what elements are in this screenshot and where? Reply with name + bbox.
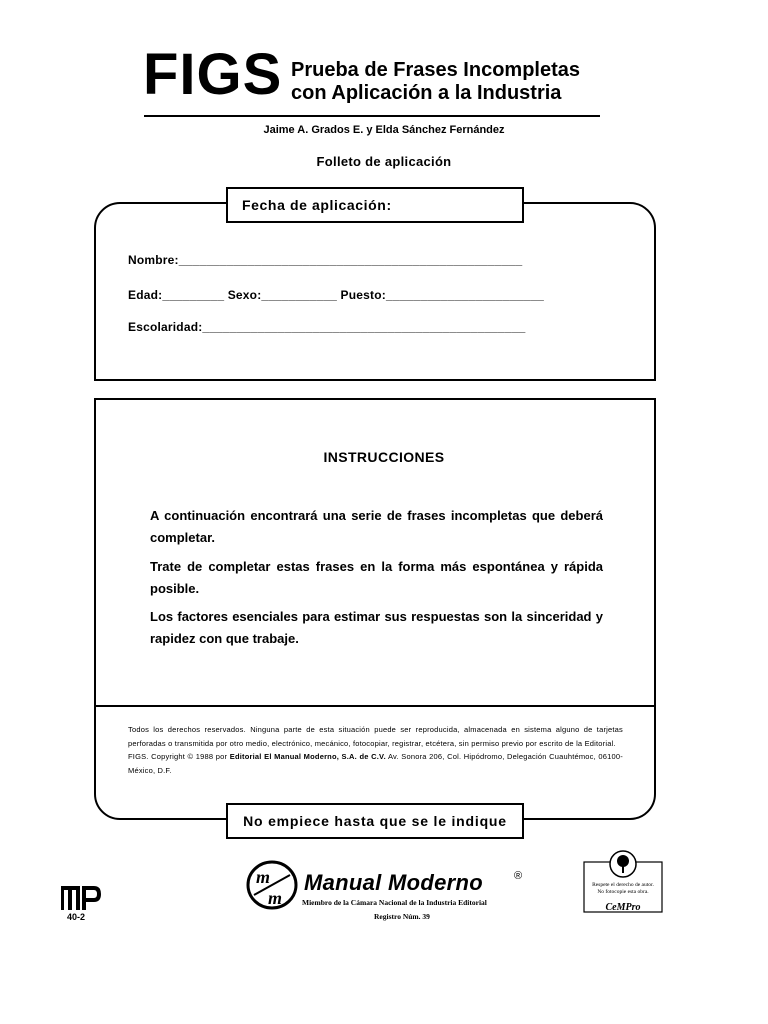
instructions-title: INSTRUCCIONES (323, 449, 445, 465)
cempro-brand: CeMPro (605, 902, 641, 913)
publisher-name: Manual Moderno (304, 870, 483, 895)
instruction-paragraph: Trate de completar estas frases en la forma más espontánea y rápida posible. (150, 559, 603, 596)
cempro-note-line1: Respete el derecho de autor. (592, 882, 654, 888)
start-notice-text: No empiece hasta que se le indique (243, 813, 507, 829)
application-date-field[interactable] (226, 187, 524, 223)
test-title (291, 59, 580, 105)
figs-logo: FIGS (143, 42, 283, 107)
manual-moderno-emblem-icon (246, 859, 298, 911)
age-sex-position-fields[interactable]: Edad:_________ Sexo:___________ Puesto:_______________________ (128, 288, 545, 302)
copyright-respect-note (586, 882, 660, 896)
rights-text: Todos los derechos reservados. Ninguna parte de esta situación puede ser reproducida, almacenada en sistema alguno de tarjetas perforadas o transmitida por otro medio, electrónico, mecánico, fotocopiar, registrar, etcétera, sin permiso previo por escrito de la Editorial. (128, 725, 623, 748)
emblem-mark-bottom: m (268, 888, 283, 908)
copyright-text (128, 750, 623, 777)
booklet-label: Folleto de aplicación (316, 154, 452, 169)
form-code: 40-2 (67, 912, 86, 922)
education-field[interactable]: Escolaridad:_______________________________________________ (128, 320, 526, 334)
registry-number: Registro Núm. 39 (374, 912, 430, 921)
start-notice-box (226, 803, 524, 839)
header-divider (144, 115, 600, 117)
name-field[interactable]: Nombre:__________________________________________________ (128, 253, 523, 267)
application-date-label: Fecha de aplicación: (242, 197, 392, 213)
mp-logo-icon (61, 885, 101, 911)
legal-notice (128, 723, 623, 777)
test-title-line1: Prueba de Frases Incompletas (291, 59, 581, 81)
authors: Jaime A. Grados E. y Elda Sánchez Fernández (263, 124, 505, 136)
publisher-address: Av. Sonora 206, Col. Hipódromo, Delegación Cuauhtémoc, 06100- México, D.F. (128, 752, 623, 775)
instruction-paragraph: A continuación encontrará una serie de frases incompletas que deberá completar. (150, 508, 603, 545)
legal-divider (94, 705, 656, 707)
registered-mark: ® (514, 870, 523, 882)
instruction-paragraph: Los factores esenciales para estimar sus respuestas son la sinceridad y rapidez con que trabaje. (150, 609, 603, 646)
cempro-note-line2: No fotocopie esta obra. (597, 889, 649, 895)
copyright-prefix: FIGS. Copyright © 1988 por (128, 752, 228, 761)
chamber-membership: Miembro de la Cámara Nacional de la Industria Editorial (302, 898, 487, 907)
emblem-mark-top: m (256, 867, 271, 887)
test-title-line2: con Aplicación a la Industria (291, 82, 562, 104)
publisher-legal-name: Editorial El Manual Moderno, S.A. de C.V. (229, 752, 386, 761)
